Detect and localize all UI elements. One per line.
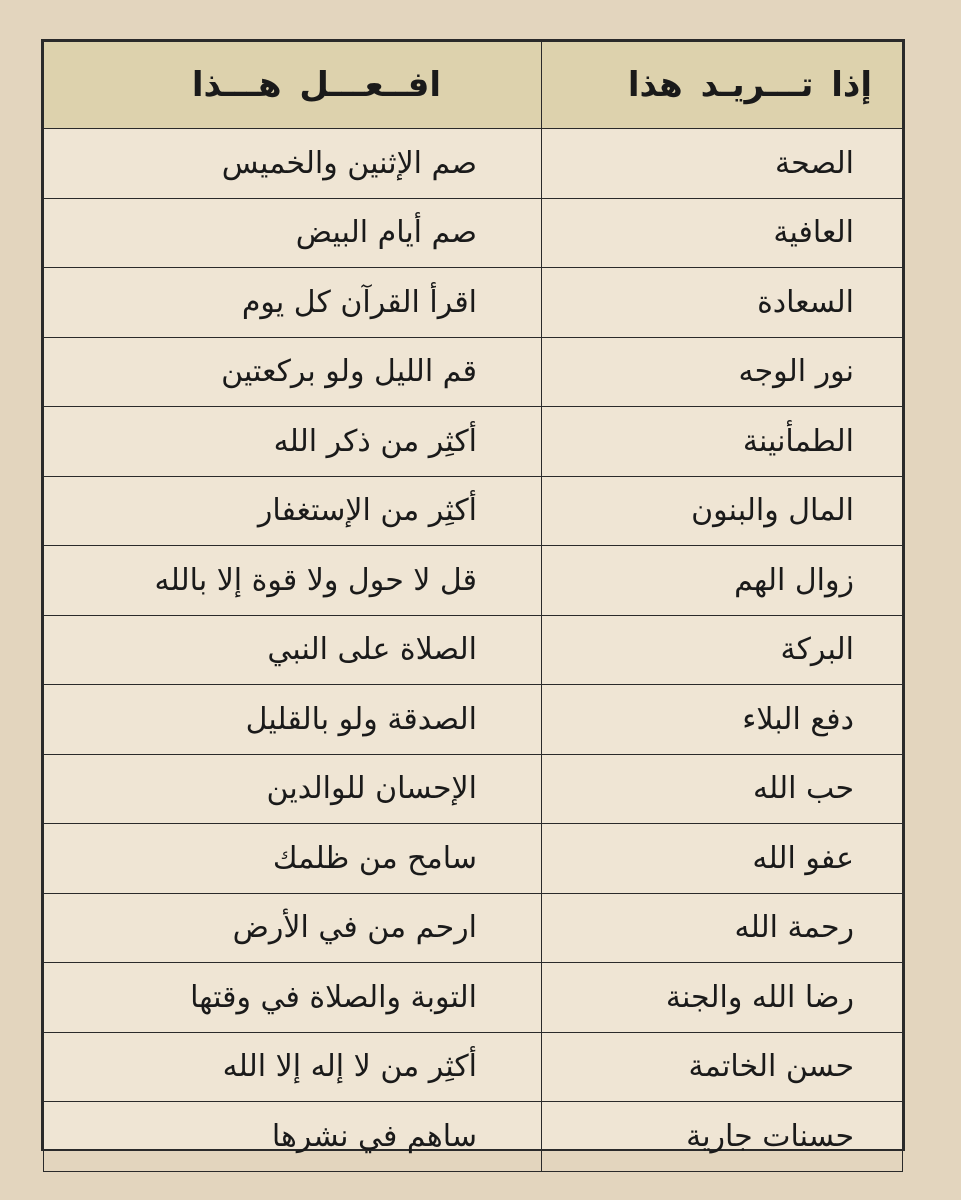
do-cell: ارحم من في الأرض: [44, 893, 542, 963]
table-header: [44, 42, 903, 129]
table-row: [44, 337, 903, 407]
table-row: [44, 407, 903, 477]
do-cell: التوبة والصلاة في وقتها: [44, 963, 542, 1033]
want-cell: نور الوجه: [542, 337, 903, 407]
do-cell: صم أيام البيض: [44, 198, 542, 268]
do-cell: أكثِر من الإستغفار: [44, 476, 542, 546]
do-cell: أكثِر من لا إله إلا الله: [44, 1032, 542, 1102]
want-cell: حسن الخاتمة: [542, 1032, 903, 1102]
table-row: [44, 685, 903, 755]
table-row: [44, 268, 903, 338]
do-cell: صم الإثنين والخميس: [44, 129, 542, 199]
do-cell: سامح من ظلمك: [44, 824, 542, 894]
want-cell: الصحة: [542, 129, 903, 199]
do-cell: قم الليل ولو بركعتين: [44, 337, 542, 407]
want-cell: دفع البلاء: [542, 685, 903, 755]
table-body: [44, 129, 903, 1172]
table-row: [44, 893, 903, 963]
do-cell: قل لا حول ولا قوة إلا بالله: [44, 546, 542, 616]
header-do: افــعـــل هـــذا: [44, 42, 542, 129]
do-cell: الصلاة على النبي: [44, 615, 542, 685]
do-cell: الصدقة ولو بالقليل: [44, 685, 542, 755]
table-row: [44, 1032, 903, 1102]
want-cell: البركة: [542, 615, 903, 685]
table-row: [44, 963, 903, 1033]
want-cell: زوال الهم: [542, 546, 903, 616]
want-cell: عفو الله: [542, 824, 903, 894]
table-row: [44, 1102, 903, 1172]
want-cell: رضا الله والجنة: [542, 963, 903, 1033]
table-row: [44, 476, 903, 546]
header-row: [44, 42, 903, 129]
table-row: [44, 129, 903, 199]
want-cell: رحمة الله: [542, 893, 903, 963]
want-cell: حسنات جارية: [542, 1102, 903, 1172]
want-cell: العافية: [542, 198, 903, 268]
header-want: إذا تـــريـد هذا: [542, 42, 903, 129]
want-cell: الطمأنينة: [542, 407, 903, 477]
table-row: [44, 615, 903, 685]
do-cell: ساهم في نشرها: [44, 1102, 542, 1172]
do-cell: الإحسان للوالدين: [44, 754, 542, 824]
guide-table: [43, 41, 903, 1172]
table-row: [44, 198, 903, 268]
table-row: [44, 824, 903, 894]
do-cell: أكثِر من ذكر الله: [44, 407, 542, 477]
want-cell: حب الله: [542, 754, 903, 824]
guide-table-container: [41, 39, 905, 1154]
do-cell: اقرأ القرآن كل يوم: [44, 268, 542, 338]
want-cell: السعادة: [542, 268, 903, 338]
table-row: [44, 754, 903, 824]
table-row: [44, 546, 903, 616]
want-cell: المال والبنون: [542, 476, 903, 546]
